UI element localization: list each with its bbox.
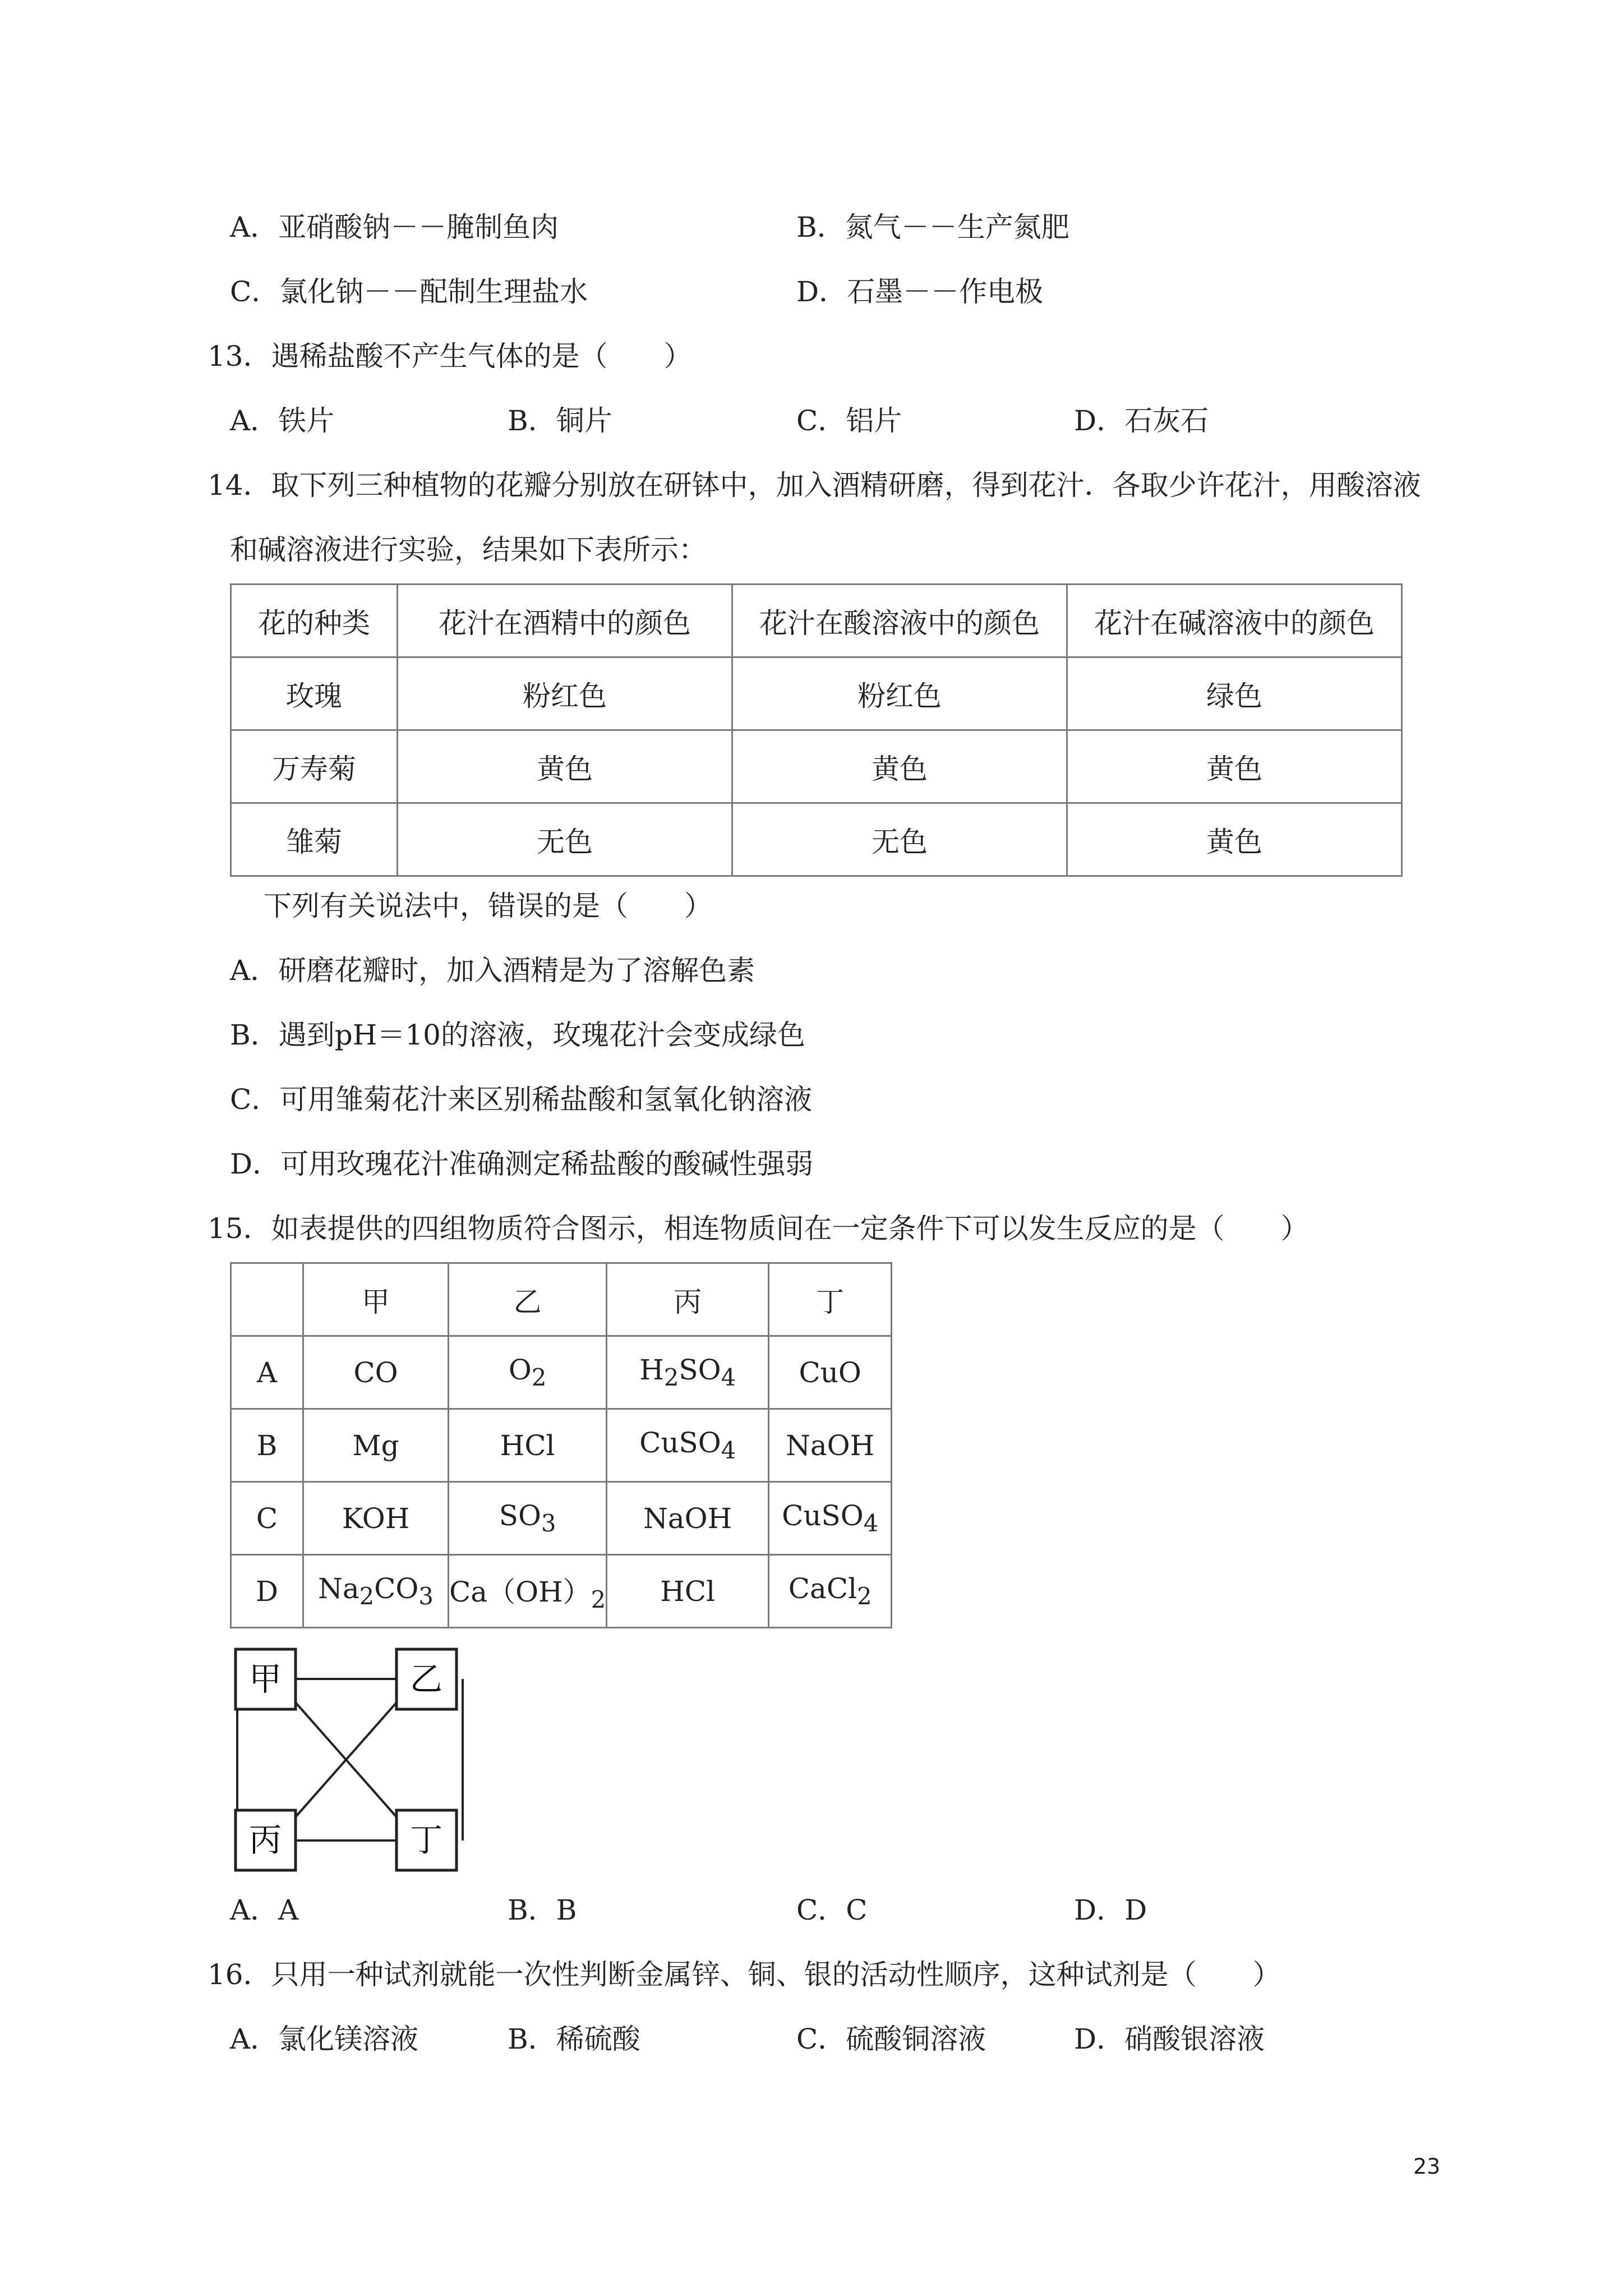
formula-subscript: 2: [857, 1582, 872, 1610]
q14-option-a: A．研磨花瓣时，加入酒精是为了溶解色素: [230, 954, 755, 987]
q12-option-d: D．石墨－－作电极: [796, 275, 1044, 308]
node-jia: [236, 1649, 296, 1709]
q15-reaction-diagram: [233, 1646, 468, 1874]
q14-option-c: C．可用雏菊花汁来区别稀盐酸和氢氧化钠溶液: [230, 1083, 813, 1116]
q14-cell: 雏菊: [231, 803, 398, 876]
q15-table-header-row: [231, 1263, 892, 1336]
q15-stem: 15．如表提供的四组物质符合图示，相连物质间在一定条件下可以发生反应的是（ ）: [208, 1212, 1309, 1245]
node-bing-label: 丙: [248, 1821, 282, 1859]
q15-row-label: B: [231, 1409, 303, 1482]
q15-option-d: D．D: [1074, 1894, 1147, 1926]
q15-cell: KOH: [303, 1482, 449, 1555]
q14-flower-table: [230, 583, 1403, 877]
q15-cell: HCl: [607, 1555, 769, 1628]
table-row: [231, 1336, 892, 1409]
q15-cell: [449, 1482, 607, 1555]
formula-text: CuSO: [639, 1427, 721, 1459]
formula-text: CaCl: [788, 1572, 857, 1605]
table-row: [231, 657, 1402, 730]
q13-option-b: B．铜片: [508, 404, 612, 437]
q15-cell: NaOH: [607, 1482, 769, 1555]
table-row: [231, 1482, 892, 1555]
q15-header-ding: 丁: [769, 1263, 892, 1336]
formula-text: SO: [499, 1499, 541, 1532]
q15-cell: CuO: [769, 1336, 892, 1409]
q14-cell: 无色: [732, 803, 1067, 876]
q15-cell: [769, 1482, 892, 1555]
q14-cell: 万寿菊: [231, 730, 398, 803]
formula-subscript: 2: [359, 1582, 375, 1610]
q14-stem-line2: 和碱溶液进行实验，结果如下表所示：: [230, 533, 707, 566]
table-row: [231, 1409, 892, 1482]
formula-text: CO: [374, 1572, 419, 1605]
q14-cell: 黄色: [1067, 730, 1402, 803]
q14-cell: 黄色: [1067, 803, 1402, 876]
q12-option-c: C．氯化钠－－配制生理盐水: [230, 275, 588, 308]
formula-text: O: [508, 1354, 532, 1386]
q14-cell: 黄色: [732, 730, 1067, 803]
formula-subscript: 4: [721, 1437, 736, 1464]
q15-cell: CO: [303, 1336, 449, 1409]
formula-subscript: 3: [541, 1510, 556, 1537]
formula-text: Na: [318, 1572, 359, 1605]
node-yi-label: 乙: [409, 1660, 443, 1698]
formula-subscript: 3: [418, 1582, 434, 1610]
q15-substance-table: [230, 1262, 892, 1628]
q14-cell: 黄色: [398, 730, 732, 803]
q13-option-d: D．石灰石: [1074, 404, 1209, 437]
q15-cell: NaOH: [769, 1409, 892, 1482]
q15-header-yi: 乙: [449, 1263, 607, 1336]
q16-stem: 16．只用一种试剂就能一次性判断金属锌、铜、银的活动性顺序，这种试剂是（ ）: [208, 1958, 1281, 1991]
formula-subscript: 2: [591, 1585, 606, 1613]
q14-cell: 无色: [398, 803, 732, 876]
q14-header-acid: 花汁在酸溶液中的颜色: [732, 585, 1067, 657]
formula-text: SO: [679, 1354, 721, 1386]
q14-stem-line1: 14．取下列三种植物的花瓣分别放在研钵中，加入酒精研磨，得到花汁．各取少许花汁，用酸溶液: [208, 469, 1421, 501]
q16-option-d: D．硝酸银溶液: [1074, 2023, 1265, 2055]
q13-option-c: C．铝片: [796, 404, 902, 437]
q12-option-b: B．氮气－－生产氮肥: [796, 211, 1069, 243]
node-jia-label: 甲: [248, 1660, 282, 1698]
q15-cell: [607, 1336, 769, 1409]
q15-option-a: A．A: [230, 1894, 299, 1926]
formula-text: Ca（OH）: [449, 1575, 591, 1608]
q14-cell: 玫瑰: [231, 657, 398, 730]
page-number: 23: [1413, 2154, 1441, 2179]
node-ding-label: 丁: [409, 1821, 443, 1859]
q14-cell: 绿色: [1067, 657, 1402, 730]
q16-option-b: B．稀硫酸: [508, 2023, 640, 2055]
formula-subscript: 2: [663, 1364, 679, 1391]
q14-header-alcohol: 花汁在酒精中的颜色: [398, 585, 732, 657]
q14-table-header-row: [231, 585, 1402, 657]
q15-row-label: D: [231, 1555, 303, 1628]
q15-cell: Mg: [303, 1409, 449, 1482]
q15-cell: [449, 1336, 607, 1409]
q16-option-c: C．硫酸铜溶液: [796, 2023, 986, 2055]
node-ding: [396, 1810, 457, 1870]
table-row: [231, 803, 1402, 876]
q13-stem: 13．遇稀盐酸不产生气体的是（ ）: [208, 340, 692, 372]
q15-cell: [449, 1555, 607, 1628]
q14-cell: 粉红色: [732, 657, 1067, 730]
q15-cell: HCl: [449, 1409, 607, 1482]
node-yi: [396, 1649, 457, 1709]
q14-cell: 粉红色: [398, 657, 732, 730]
q15-row-label: C: [231, 1482, 303, 1555]
q15-header-blank: [231, 1263, 303, 1336]
q12-option-a: A．亚硝酸钠－－腌制鱼肉: [230, 211, 559, 243]
q14-header-flower: 花的种类: [231, 585, 398, 657]
q15-option-b: B．B: [508, 1894, 577, 1926]
q16-option-a: A．氯化镁溶液: [230, 2023, 419, 2055]
q15-cell: [607, 1409, 769, 1482]
formula-subscript: 2: [531, 1364, 547, 1391]
q15-header-jia: 甲: [303, 1263, 449, 1336]
q14-header-base: 花汁在碱溶液中的颜色: [1067, 585, 1402, 657]
q15-option-c: C．C: [796, 1894, 868, 1926]
formula-text: H: [639, 1354, 664, 1386]
formula-text: CuSO: [782, 1499, 864, 1532]
table-row: [231, 1555, 892, 1628]
formula-subscript: 4: [863, 1510, 879, 1537]
q14-option-b: B．遇到pH＝10的溶液，玫瑰花汁会变成绿色: [230, 1019, 805, 1051]
formula-subscript: 4: [721, 1364, 736, 1391]
q15-cell: [303, 1555, 449, 1628]
q15-header-bing: 丙: [607, 1263, 769, 1336]
q15-row-label: A: [231, 1336, 303, 1409]
table-row: [231, 730, 1402, 803]
q14-option-d: D．可用玫瑰花汁准确测定稀盐酸的酸碱性强弱: [230, 1148, 814, 1180]
q13-option-a: A．铁片: [230, 404, 335, 437]
node-bing: [236, 1810, 296, 1870]
q15-cell: [769, 1555, 892, 1628]
q14-question: 下列有关说法中，错误的是（ ）: [264, 890, 712, 922]
